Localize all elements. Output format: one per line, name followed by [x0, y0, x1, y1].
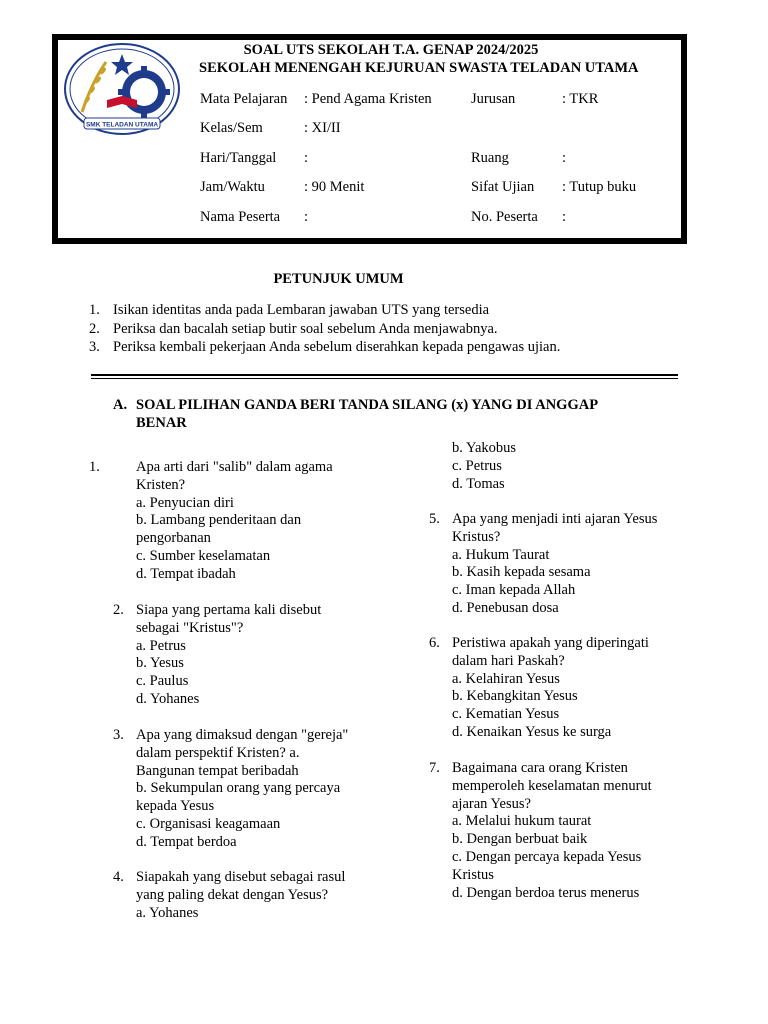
ruang-value: :: [562, 150, 567, 166]
section-a-heading: [113, 396, 673, 432]
hari-tanggal-value: :: [304, 150, 309, 166]
question-text: Apa yang dimaksud dengan "gereja": [136, 727, 349, 743]
question-text: dalam perspektif Kristen? a.: [136, 744, 300, 761]
answer-option: a. Melalui hukum taurat: [452, 813, 592, 830]
question-number: 7.: [429, 760, 440, 776]
list-item-number: 3.: [89, 339, 100, 355]
question-text: ajaran Yesus?: [452, 795, 531, 812]
question-text: dalam hari Paskah?: [452, 652, 565, 669]
answer-option: d. Dengan berdoa terus menerus: [452, 884, 640, 901]
question-text: Apa yang menjadi inti ajaran Yesus: [452, 511, 658, 527]
answer-option: Kristus: [452, 866, 494, 883]
divider: [91, 378, 678, 379]
jurusan-label: Jurusan: [471, 91, 516, 107]
list-item-number: 2.: [89, 320, 100, 337]
answer-option: b. Kasih kepada sesama: [452, 564, 591, 581]
section-letter: A.: [113, 397, 128, 413]
answer-option: d. Tempat ibadah: [136, 565, 236, 582]
question-text: yang paling dekat dengan Yesus?: [136, 886, 329, 903]
sifat-ujian-label: Sifat Ujian: [471, 179, 535, 195]
answer-option: d. Penebusan dosa: [452, 599, 559, 616]
no-peserta-label: No. Peserta: [471, 209, 538, 225]
question-4-continued: [452, 440, 516, 493]
question-text: Kristus?: [452, 528, 501, 545]
jam-waktu-label: Jam/Waktu: [200, 179, 265, 195]
list-item-number: 1.: [89, 302, 100, 318]
answer-option: a. Yohanes: [136, 904, 199, 921]
question-number: 1.: [89, 459, 100, 475]
list-item-text: Periksa kembali pekerjaan Anda sebelum diserahkan kepada pengawas ujian.: [113, 339, 561, 355]
answer-option: c. Sumber keselamatan: [136, 547, 271, 564]
question-text: sebagai "Kristus"?: [136, 619, 244, 636]
question-text: Bagaimana cara orang Kristen: [452, 760, 628, 776]
school-name: SEKOLAH MENENGAH KEJURUAN SWASTA TELADAN UTAMA: [199, 60, 639, 76]
sifat-ujian-value: : Tutup buku: [562, 179, 637, 195]
answer-option: b. Lambang penderitaan dan: [136, 512, 302, 529]
jam-waktu-value: : 90 Menit: [304, 179, 365, 195]
petunjuk-title: [0, 271, 677, 288]
answer-option: c. Iman kepada Allah: [452, 582, 576, 599]
list-item-text: Periksa dan bacalah setiap butir soal sebelum Anda menjawabnya.: [113, 320, 498, 337]
answer-option: d. Kenaikan Yesus ke surga: [452, 723, 612, 740]
question-text: Kristen?: [136, 476, 186, 493]
question-number: 3.: [113, 727, 124, 743]
answer-option: c. Paulus: [136, 673, 189, 690]
list-item: [89, 301, 689, 320]
divider: [91, 374, 678, 376]
question-number: 4.: [113, 869, 124, 885]
question-number: 5.: [429, 511, 440, 527]
question-text: memperoleh keselamatan menurut: [452, 777, 652, 794]
question-text: Apa arti dari "salib" dalam agama: [136, 459, 333, 475]
nama-peserta-label: Nama Peserta: [200, 209, 281, 225]
mata-pelajaran-label: Mata Pelajaran: [200, 91, 288, 107]
answer-option: kepada Yesus: [136, 798, 215, 815]
section-title: SOAL PILIHAN GANDA BERI TANDA SILANG (x) YANG DI ANGGAP BENAR: [136, 397, 598, 431]
mata-pelajaran-value: : Pend Agama Kristen: [304, 91, 432, 107]
answer-option: a. Penyucian diri: [136, 494, 234, 511]
nama-peserta-value: :: [304, 209, 309, 225]
kelas-sem-label: Kelas/Sem: [200, 120, 263, 136]
answer-option: c. Kematian Yesus: [452, 706, 560, 723]
question-text: Peristiwa apakah yang diperingati: [452, 635, 649, 651]
logo-text: SMK TELADAN UTAMA: [85, 121, 159, 129]
list-item: [89, 338, 689, 357]
answer-option: Bangunan tempat beribadah: [136, 762, 299, 779]
answer-option: a. Kelahiran Yesus: [452, 670, 560, 687]
list-item-text: Isikan identitas anda pada Lembaran jawaban UTS yang tersedia: [113, 302, 490, 318]
list-item: [89, 320, 689, 339]
petunjuk-title-text: PETUNJUK UMUM: [273, 271, 404, 287]
answer-option: c. Organisasi keagamaan: [136, 815, 281, 832]
exam-title-text: SOAL UTS SEKOLAH T.A. GENAP 2024/2025: [243, 42, 539, 58]
answer-option: d. Tempat berdoa: [136, 833, 237, 850]
answer-option: pengorbanan: [136, 530, 211, 547]
answer-option: a. Hukum Taurat: [452, 546, 550, 563]
answer-option: b. Kebangkitan Yesus: [452, 688, 578, 705]
kelas-sem-value: : XI/II: [304, 120, 341, 136]
answer-option: b. Yesus: [136, 655, 184, 672]
ruang-label: Ruang: [471, 150, 509, 166]
jurusan-value: : TKR: [562, 91, 599, 107]
question-number: 6.: [429, 635, 440, 651]
exam-title: [0, 42, 768, 59]
no-peserta-value: :: [562, 209, 567, 225]
answer-option: c. Dengan percaya kepada Yesus: [452, 848, 642, 865]
question-text: Siapa yang pertama kali disebut: [136, 602, 322, 618]
answer-option: b. Yakobus: [452, 440, 517, 456]
answer-option: d. Yohanes: [136, 690, 200, 707]
hari-tanggal-label: Hari/Tanggal: [200, 150, 277, 166]
answer-option: a. Petrus: [136, 637, 186, 654]
question-number: 2.: [113, 602, 124, 618]
answer-option: b. Sekumpulan orang yang percaya: [136, 780, 341, 797]
petunjuk-list: [89, 301, 689, 357]
answer-option: c. Petrus: [452, 457, 502, 474]
answer-option: d. Tomas: [452, 475, 505, 492]
answer-option: b. Dengan berbuat baik: [452, 831, 588, 848]
question-text: Siapakah yang disebut sebagai rasul: [136, 869, 346, 885]
